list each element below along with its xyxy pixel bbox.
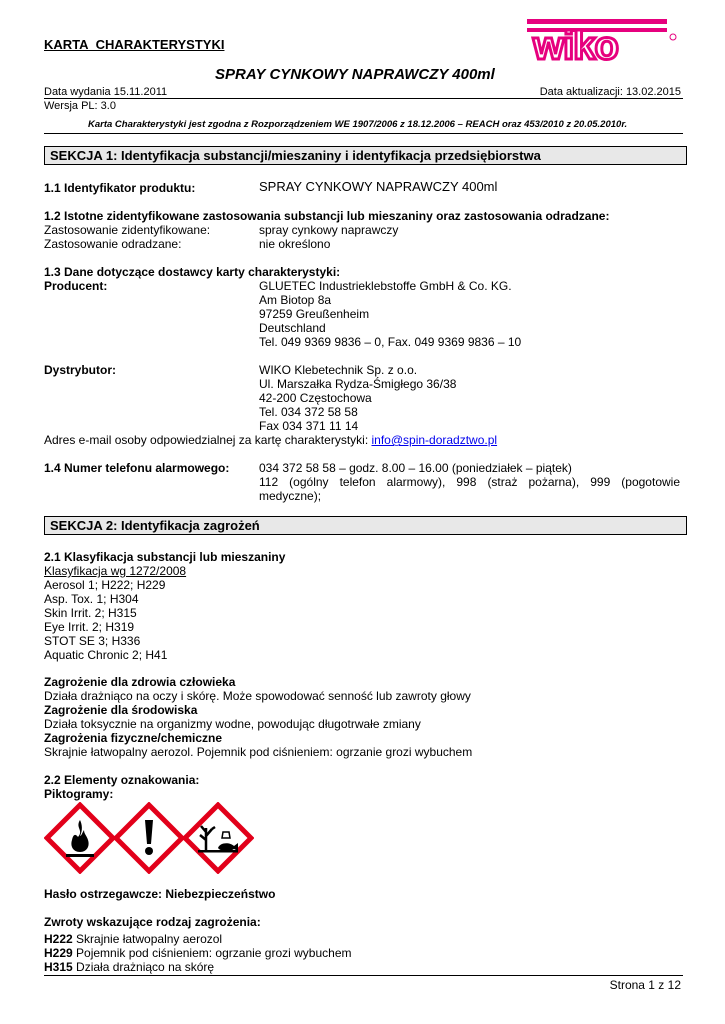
document-title: SPRAY CYNKOWY NAPRAWCZY 400ml xyxy=(215,66,495,83)
identified-use-value: spray cynkowy naprawczy xyxy=(259,223,399,237)
emergency-numbers xyxy=(259,461,680,503)
h-statements-label: Zwroty wskazujące rodzaj zagrożenia: xyxy=(44,915,261,929)
header-rule xyxy=(44,98,683,99)
phys-hazard-text: Skrajnie łatwopalny aerozol. Pojemnik pod ciśnieniem: ogrzanie grozi wybuchem xyxy=(44,745,473,759)
address-line: Tel. 034 372 58 58 xyxy=(259,405,358,419)
section-1-heading: SEKCJA 1: Identyfikacja substancji/mieszaniny i identyfikacja przedsiębiorstwa xyxy=(44,146,687,165)
h-code: H229 xyxy=(44,946,73,960)
supplier-label: 1.3 Dane dotyczące dostawcy karty charakterystyki: xyxy=(44,265,341,279)
environment-icon xyxy=(182,802,254,874)
address-line: Ul. Marszałka Rydza-Śmigłego 36/38 xyxy=(259,377,457,391)
email-label: Adres e-mail osoby odpowiedzialnej za kartę charakterystyki: xyxy=(44,433,372,447)
labelling-label: 2.2 Elementy oznakowania: xyxy=(44,773,200,787)
exclamation-icon xyxy=(113,802,185,874)
compliance-rule xyxy=(44,133,683,134)
footer-rule xyxy=(44,975,683,976)
flame-icon xyxy=(44,802,116,874)
pictograms-label: Piktogramy: xyxy=(44,787,114,801)
emergency-label: 1.4 Numer telefonu alarmowego: xyxy=(44,461,230,475)
email-line xyxy=(44,433,497,447)
classification-list xyxy=(44,578,167,662)
section-2-heading: SEKCJA 2: Identyfikacja zagrożeń xyxy=(44,516,687,535)
classification-regulation: Klasyfikacja wg 1272/2008 xyxy=(44,564,187,578)
issue-date: Data wydania 15.11.2011 xyxy=(44,86,168,98)
distributor-label: Dystrybutor: xyxy=(44,363,117,377)
list-item: Asp. Tox. 1; H304 xyxy=(44,592,139,606)
list-item xyxy=(44,946,352,960)
advised-against-value: nie określono xyxy=(259,237,331,251)
list-item xyxy=(44,932,352,946)
address-line: Deutschland xyxy=(259,321,326,335)
address-line: WIKO Klebetechnik Sp. z o.o. xyxy=(259,363,418,377)
address-line: 97259 Greußenheim xyxy=(259,307,370,321)
version: Wersja PL: 3.0 xyxy=(44,100,116,112)
health-hazard-label: Zagrożenie dla zdrowia człowieka xyxy=(44,675,236,689)
update-date: Data aktualizacji: 13.02.2015 xyxy=(539,86,681,98)
email-link[interactable]: info@spin-doradztwo.pl xyxy=(371,433,498,447)
address-line: Fax 034 371 11 14 xyxy=(259,419,359,433)
classification-label: 2.1 Klasyfikacja substancji lub mieszaniny xyxy=(44,550,286,564)
h-text: Działa drażniąco na skórę xyxy=(72,960,215,974)
card-type-label: KARTA CHARAKTERYSTYKI xyxy=(44,37,225,52)
phys-hazard-label: Zagrożenia fizyczne/chemiczne xyxy=(44,731,223,745)
list-item: Aquatic Chronic 2; H41 xyxy=(44,648,168,662)
env-hazard-text: Działa toksycznie na organizmy wodne, powodując długotrwałe zmiany xyxy=(44,717,421,731)
list-item xyxy=(44,960,352,974)
identified-use-label: Zastosowanie zidentyfikowane: xyxy=(44,223,211,237)
h-text: Pojemnik pod ciśnieniem: ogrzanie grozi wybuchem xyxy=(72,946,352,960)
h-code: H222 xyxy=(44,932,73,946)
page-number: Strona 1 z 12 xyxy=(609,978,681,992)
list-item: Skin Irrit. 2; H315 xyxy=(44,606,137,620)
health-hazard-text: Działa drażniąco na oczy i skórę. Może spowodować senność lub zawroty głowy xyxy=(44,689,471,703)
h-code: H315 xyxy=(44,960,73,974)
wiko-logo xyxy=(527,17,679,61)
hazards-block xyxy=(44,675,472,759)
h-text: Skrajnie łatwopalny aerozol xyxy=(72,932,223,946)
product-id-value: SPRAY CYNKOWY NAPRAWCZY 400ml xyxy=(259,179,498,194)
distributor-address xyxy=(259,363,456,433)
uses-label: 1.2 Istotne zidentyfikowane zastosowania substancji lub mieszaniny oraz zastosowania odradzane: xyxy=(44,209,610,223)
product-id-label: 1.1 Identyfikator produktu: xyxy=(44,181,196,195)
logo-lettering: wiko xyxy=(533,24,618,61)
list-item: Aerosol 1; H222; H229 xyxy=(44,578,166,592)
list-item: Eye Irrit. 2; H319 xyxy=(44,620,135,634)
emergency-line: 034 372 58 58 – godz. 8.00 – 16.00 (poniedziałek – piątek) xyxy=(259,461,572,475)
address-line: GLUETEC Industrieklebstoffe GmbH & Co. KG. xyxy=(259,279,512,293)
address-line: Tel. 049 9369 9836 – 0, Fax. 049 9369 9836 – 10 xyxy=(259,335,522,349)
address-line: Am Biotop 8a xyxy=(259,293,332,307)
env-hazard-label: Zagrożenie dla środowiska xyxy=(44,703,198,717)
list-item: STOT SE 3; H336 xyxy=(44,634,141,648)
signal-word: Hasło ostrzegawcze: Niebezpieczeństwo xyxy=(44,887,276,901)
emergency-line: medyczne); xyxy=(259,489,322,503)
advised-against-label: Zastosowanie odradzane: xyxy=(44,237,182,251)
producer-label: Producent: xyxy=(44,279,108,293)
producer-address xyxy=(259,279,521,349)
address-line: 42-200 Częstochowa xyxy=(259,391,372,405)
emergency-line: 112 (ogólny telefon alarmowy), 998 (straż pożarna), 999 (pogotowie xyxy=(259,475,680,489)
h-statements-list xyxy=(44,932,352,974)
compliance-note: Karta Charakterystyki jest zgodna z Rozporządzeniem WE 1907/2006 z 18.12.2006 – REACH oraz 453/2010 z 20.05.2010r. xyxy=(88,119,628,130)
